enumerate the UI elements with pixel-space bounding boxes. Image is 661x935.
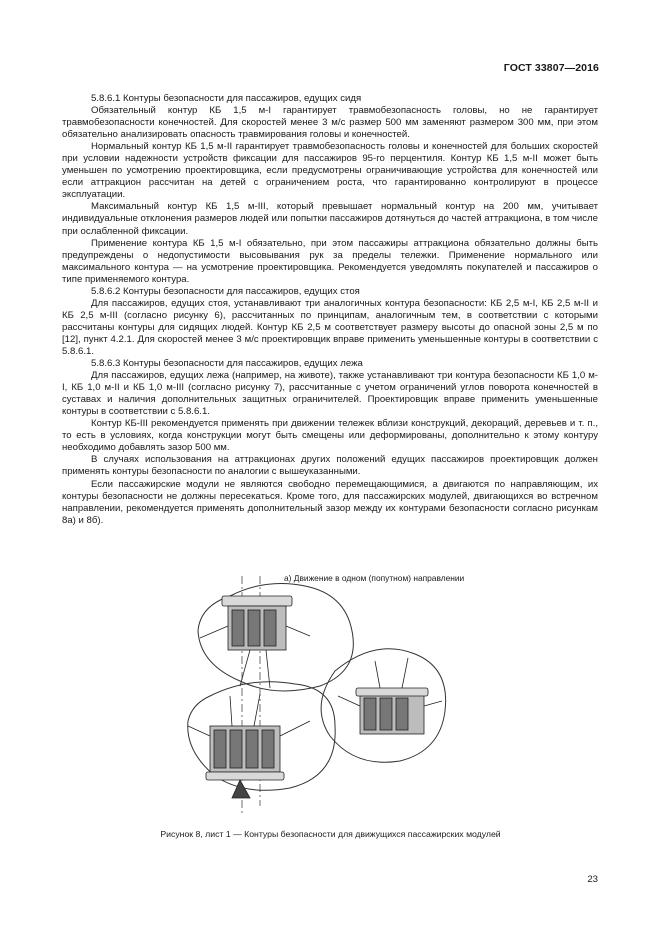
safety-contour-drawing — [170, 576, 470, 816]
paragraph: Нормальный контур КБ 1,5 м-II гарантирует травмобезопасность головы и конечностей для больших скоростей при условии надежности устройств фиксации для пассажиров 95-го перцентиля. Контур КБ 1,5 м-II может быть уменьшен по усмотрению проектировщика, если предусмотрены ограничивающие устройства для конечностей или если аттракцион рассчитан на детей с ограничением роста, что гарантированно контролируют в процессе эксплуатации. — [62, 141, 598, 201]
section-heading-5-8-6-2: 5.8.6.2 Контуры безопасности для пассажиров, едущих стоя — [91, 285, 360, 297]
paragraph: Применение контура КБ 1,5 м-I обязательно, при этом пассажиры аттракциона обязательно должны быть предупреждены о недопустимости высовывания рук за пределы тележки. Применение нормального или максимального контура — на усмотрение проектировщика. Рекомендуется уведомлять покупателей и пассажиров о типе применяемого контура. — [62, 237, 598, 285]
body-text — [62, 93, 598, 527]
paragraph: Для пассажиров, едущих лежа (например, на животе), также устанавливают три контура безопасности КБ 1,0 м-I, КБ 1,0 м-II и КБ 1,0 м-III (согласно рисунку 7), рассчитанные с учетом ограничений углов поворота конечностей в суставах и наличия дополнительных защитных ограничителей. Проектировщик вправе применить уменьшенные контуры в соответствии с 5.8.6.1. — [62, 370, 598, 418]
passenger-module-right — [338, 658, 442, 734]
standard-header: ГОСТ 33807—2016 — [503, 62, 599, 74]
paragraph: Для пассажиров, едущих стоя, устанавливают три аналогичных контура безопасности: КБ 2,5 м-I, КБ 2,5 м-II и КБ 2,5 м-III (согласно рисунку 6), рассчитанных по принципам, аналогичным тем, в соответствии с которыми рассчитаны контуры для сидящих людей. Контур КБ 2,5 м соответствует размеру высоты до опасной зоны 2,5 м по [12], пункт 4.2.1. Для скоростей менее 3 м/с проектировщик вправе применить уменьшенные контуры в соответствии с 5.8.6.1. — [62, 297, 598, 357]
paragraph: Контур КБ-III рекомендуется применять при движении тележек вблизи конструкций, декораций, деревьев и т. п., то есть в условиях, когда конструкции могут быть смещены или деформированы, дополнительно к этому контуру необходимо добавлять зазор 500 мм. — [62, 418, 598, 454]
paragraph: Обязательный контур КБ 1,5 м-I гарантирует травмобезопасность головы, но не гарантирует травмобезопасности конечностей. Для скоростей менее 3 м/с размер 500 мм заменяют размером 300 мм, при этом обязательно анализировать опасность травмирования головы и конечностей. — [62, 105, 598, 141]
paragraph: Максимальный контур КБ 1,5 м-III, который превышает нормальный контур на 200 мм, учитывает индивидуальные отклонения размеров людей или попытки пассажиров дотянуться до частей аттракциона, в том числе при ослабленной фиксации. — [62, 201, 598, 237]
section-heading-5-8-6-3: 5.8.6.3 Контуры безопасности для пассажиров, едущих лежа — [91, 358, 363, 370]
passenger-module-top — [200, 596, 310, 688]
passenger-module-bottom — [188, 694, 310, 798]
paragraph: Если пассажирские модули не являются свободно перемещающимися, а двигаются по направляющим, их контуры безопасности не должны пересекаться. Кроме того, для пассажирских модулей, двигающихся во встречном направлении, рекомендуется применять дополнительный зазор между их контурами безопасности согласно рисункам 8а) и 8б). — [62, 478, 598, 526]
page-number: 23 — [587, 874, 598, 885]
figure-caption: Рисунок 8, лист 1 — Контуры безопасности для движущихся пассажирских модулей — [160, 829, 501, 839]
figure-subcaption: а) Движение в одном (попутном) направлении — [284, 573, 465, 583]
paragraph: В случаях использования на аттракционах других положений едущих пассажиров проектировщик должен применять контуры безопасности по аналогии с вышеуказанными. — [62, 454, 598, 478]
section-heading-5-8-6-1: 5.8.6.1 Контуры безопасности для пассажиров, едущих сидя — [91, 93, 362, 104]
